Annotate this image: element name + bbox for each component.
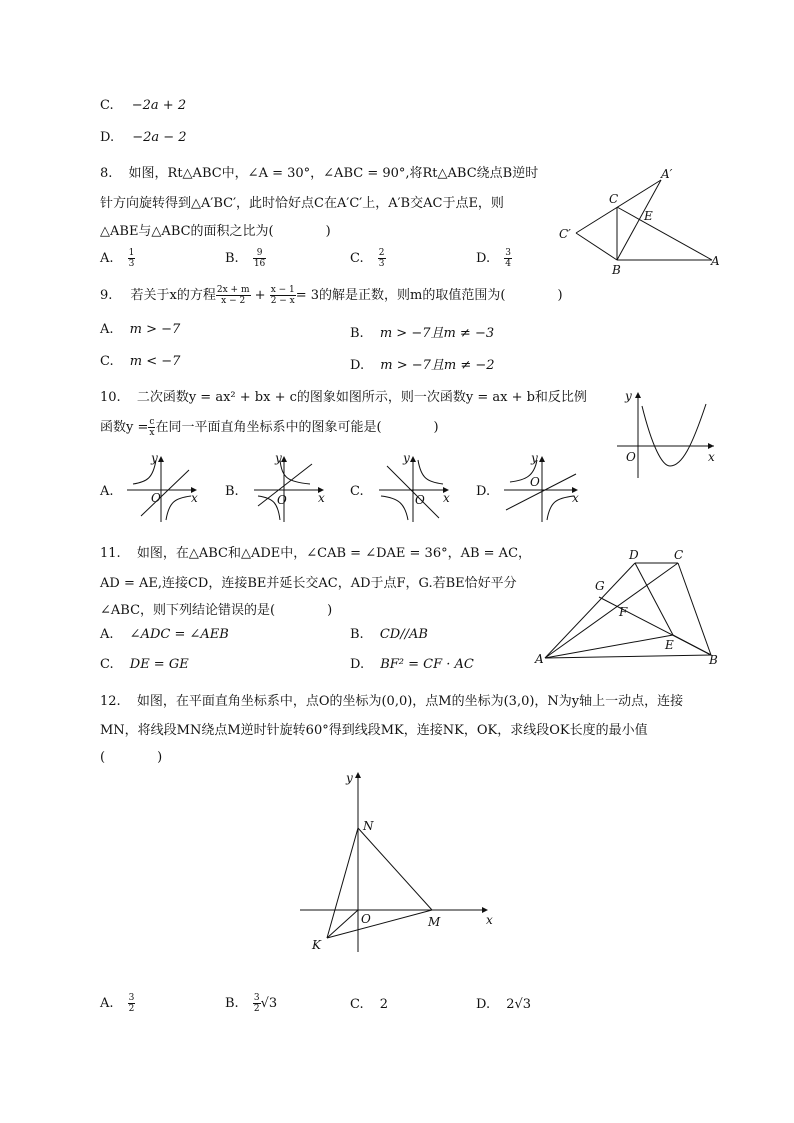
label-E: E bbox=[665, 638, 674, 652]
y-arrow bbox=[539, 456, 545, 462]
x-label: x bbox=[708, 450, 715, 464]
operator: + bbox=[254, 288, 266, 303]
q11-line3: ∠ABC，则下列结论错误的是( ) bbox=[100, 603, 333, 618]
numerator: 3 bbox=[253, 993, 260, 1003]
option-label: B. bbox=[225, 251, 239, 266]
label-y: y bbox=[346, 771, 353, 785]
q11-triangle-figure bbox=[533, 545, 728, 670]
q10-option-a-graph bbox=[123, 452, 203, 524]
numerator: c bbox=[149, 417, 155, 427]
option-text: −2a + 2 bbox=[131, 98, 187, 113]
question-text: 如图，在平面直角坐标系中，点O的坐标为(0,0)，点M的坐标为(3,0)，N为y轴上一动点，连接 bbox=[136, 694, 684, 709]
y-arrow bbox=[158, 456, 164, 462]
option-label: A. bbox=[100, 996, 114, 1011]
radical: √3 bbox=[260, 996, 278, 1011]
option-label: B. bbox=[225, 996, 239, 1011]
q11-option-a bbox=[100, 627, 229, 642]
numerator: 2x + m bbox=[216, 285, 250, 295]
q7-option-c bbox=[100, 98, 186, 113]
label-N: N bbox=[363, 819, 374, 833]
origin-label: O bbox=[277, 493, 287, 507]
parabola-curve bbox=[642, 404, 706, 466]
option-label: A. bbox=[100, 627, 114, 642]
q10-line2 bbox=[100, 416, 439, 438]
denominator: x − 2 bbox=[221, 296, 246, 306]
question-text: 二次函数y = ax² + bx + c的图象如图所示，则一次函数y = ax + b和反比例 bbox=[136, 390, 587, 405]
option-label: C. bbox=[350, 251, 364, 266]
denominator: 3 bbox=[378, 259, 385, 269]
option-text: m > −7且m ≠ −2 bbox=[380, 358, 495, 373]
segment-C-prime-A-prime bbox=[576, 180, 661, 233]
origin-label: O bbox=[151, 491, 161, 505]
fraction bbox=[253, 248, 266, 269]
q11-option-b bbox=[350, 627, 428, 642]
option-text: 2 bbox=[379, 997, 389, 1012]
hyperbola-branch bbox=[381, 496, 408, 520]
q9-option-a bbox=[100, 322, 180, 337]
question-number: 12. bbox=[100, 694, 121, 709]
option-label: D. bbox=[350, 358, 365, 373]
question-number: 10. bbox=[100, 390, 121, 405]
question-text: 函数y = bbox=[100, 420, 149, 435]
question-number: 11. bbox=[100, 546, 121, 561]
segment-DE bbox=[635, 563, 673, 635]
fraction bbox=[216, 285, 251, 306]
option-label: C. bbox=[100, 657, 114, 672]
x-label: x bbox=[443, 491, 450, 505]
q10-line1 bbox=[100, 386, 587, 405]
denominator: 2 bbox=[253, 1004, 260, 1014]
origin-label: O bbox=[530, 475, 540, 489]
option-text: −2a − 2 bbox=[132, 130, 187, 145]
line-graph bbox=[141, 470, 189, 516]
denominator: 3 bbox=[128, 259, 135, 269]
q10-option-c-label: C. bbox=[350, 484, 364, 499]
question-number: 9. bbox=[100, 288, 113, 303]
line-graph bbox=[506, 474, 576, 510]
denominator: x bbox=[149, 428, 155, 438]
q7-option-d bbox=[100, 130, 187, 145]
q8-option-b bbox=[225, 248, 266, 269]
question-text: 如图，Rt△ABC中，∠A = 30°，∠ABC = 90°,将Rt△ABC绕点B逆时 bbox=[128, 166, 539, 181]
segment-CB bbox=[678, 563, 711, 655]
q11-option-d bbox=[350, 657, 474, 672]
q8-option-d bbox=[476, 248, 512, 269]
label-x: x bbox=[486, 913, 493, 927]
q10-parabola-figure bbox=[612, 386, 722, 481]
segment-AB bbox=[545, 655, 711, 658]
question-text: 如图，在△ABC和△ADE中，∠CAB = ∠DAE = 36°，AB = AC， bbox=[136, 546, 532, 561]
label-B: B bbox=[612, 263, 621, 277]
numerator: 1 bbox=[128, 248, 135, 258]
segment-NM bbox=[358, 828, 432, 910]
option-text: m > −7 bbox=[129, 322, 181, 337]
x-label: x bbox=[191, 491, 198, 505]
q12-option-d bbox=[476, 997, 531, 1012]
label-K: K bbox=[312, 938, 321, 952]
y-label: y bbox=[151, 451, 158, 465]
denominator: 2 − x bbox=[270, 296, 295, 306]
q12-option-b bbox=[225, 993, 277, 1014]
q12-line1 bbox=[100, 690, 683, 709]
numerator: 3 bbox=[505, 248, 511, 258]
denominator: 2 bbox=[128, 1004, 135, 1014]
fraction bbox=[504, 248, 512, 269]
q12-option-a bbox=[100, 993, 135, 1014]
label-C-prime: C′ bbox=[559, 227, 571, 241]
q11-line1 bbox=[100, 542, 531, 561]
option-text: DE = GE bbox=[129, 657, 189, 672]
hyperbola-branch bbox=[418, 460, 443, 484]
y-label: y bbox=[625, 389, 632, 403]
option-text: BF² = CF · AC bbox=[380, 657, 474, 672]
q10-option-d-graph bbox=[500, 452, 585, 524]
label-C: C bbox=[609, 192, 619, 206]
q12-line3: ( ) bbox=[100, 750, 163, 765]
segment-C-prime-B bbox=[576, 233, 617, 260]
q8-line3: △ABE与△ABC的面积之比为( ) bbox=[100, 224, 331, 239]
label-A: A bbox=[535, 652, 544, 666]
option-text: 2√3 bbox=[506, 997, 532, 1012]
label-A: A bbox=[711, 254, 720, 268]
q10-option-d-label: D. bbox=[476, 484, 491, 499]
origin-label: O bbox=[415, 493, 425, 507]
option-label: A. bbox=[100, 251, 114, 266]
q9-option-d bbox=[350, 354, 495, 373]
fraction bbox=[378, 248, 386, 269]
x-label: x bbox=[572, 491, 579, 505]
option-label: D. bbox=[476, 997, 491, 1012]
label-M: M bbox=[428, 915, 441, 929]
q8-option-a bbox=[100, 248, 135, 269]
label-E: E bbox=[644, 209, 653, 223]
label-O: O bbox=[361, 912, 371, 926]
numerator: 9 bbox=[253, 248, 266, 259]
q11-line2: AD = AE,连接CD，连接BE并延长交AC，AD于点F，G.若BE恰好平分 bbox=[100, 576, 517, 591]
numerator: x − 1 bbox=[270, 285, 295, 295]
hyperbola-branch bbox=[166, 496, 191, 520]
y-label: y bbox=[531, 451, 538, 465]
label-B: B bbox=[709, 653, 718, 667]
fraction bbox=[253, 993, 261, 1014]
q11-option-c bbox=[100, 657, 189, 672]
q9-option-c bbox=[100, 354, 180, 369]
option-label: A. bbox=[100, 322, 114, 337]
option-label: D. bbox=[350, 657, 365, 672]
q9-option-b bbox=[350, 322, 494, 341]
label-D: D bbox=[629, 548, 639, 562]
label-C: C bbox=[674, 548, 684, 562]
q10-option-b-graph bbox=[250, 452, 330, 524]
x-arrow bbox=[708, 443, 714, 449]
segment-BA-prime bbox=[617, 180, 661, 260]
question-text: = 3的解是正数，则m的取值范围为( ) bbox=[295, 288, 563, 303]
fraction bbox=[128, 248, 136, 269]
y-label: y bbox=[275, 451, 282, 465]
q12-coordinate-figure bbox=[298, 768, 503, 953]
y-arrow bbox=[410, 456, 416, 462]
q8-line1 bbox=[100, 162, 538, 181]
option-label: C. bbox=[350, 997, 364, 1012]
option-text: CD//AB bbox=[379, 627, 428, 642]
q10-option-a-label: A. bbox=[100, 484, 114, 499]
option-label: D. bbox=[100, 130, 115, 145]
numerator: 2 bbox=[378, 248, 385, 258]
q12-option-c bbox=[350, 997, 388, 1012]
option-text: m < −7 bbox=[129, 354, 181, 369]
label-F: F bbox=[619, 605, 628, 619]
segment-NK bbox=[327, 828, 358, 938]
option-label: B. bbox=[350, 627, 364, 642]
x-label: x bbox=[318, 491, 325, 505]
q8-line2: 针方向旋转得到△A′BC′，此时恰好点C在A′C′上，A′B交AC于点E，则 bbox=[100, 196, 504, 211]
y-label: y bbox=[403, 451, 410, 465]
option-text: m > −7且m ≠ −3 bbox=[379, 326, 495, 341]
q9-line bbox=[100, 284, 563, 306]
y-arrow bbox=[281, 456, 287, 462]
option-label: D. bbox=[476, 251, 491, 266]
question-number: 8. bbox=[100, 166, 113, 181]
denominator: 16 bbox=[253, 259, 266, 269]
q8-triangle-figure bbox=[555, 165, 730, 280]
q10-option-b-label: B. bbox=[225, 484, 239, 499]
q10-option-c-graph bbox=[375, 452, 455, 524]
fraction bbox=[128, 993, 136, 1014]
q8-option-c bbox=[350, 248, 386, 269]
option-label: C. bbox=[100, 354, 114, 369]
fraction bbox=[270, 285, 296, 306]
option-label: C. bbox=[100, 98, 114, 113]
option-label: B. bbox=[350, 326, 364, 341]
numerator: 3 bbox=[128, 993, 135, 1003]
question-text: 在同一平面直角坐标系中的图象可能是( ) bbox=[155, 420, 439, 435]
segment-AC bbox=[545, 563, 678, 658]
label-A-prime: A′ bbox=[661, 167, 673, 181]
q12-line2: MN，将线段MN绕点M逆时针旋转60°得到线段MK，连接NK，OK，求线段OK长度的最小值 bbox=[100, 723, 648, 738]
question-text: 若关于x的方程 bbox=[130, 288, 216, 303]
y-arrow bbox=[355, 772, 361, 778]
denominator: 4 bbox=[505, 259, 511, 269]
hyperbola-branch bbox=[547, 496, 574, 520]
y-arrow bbox=[635, 392, 641, 398]
option-text: ∠ADC = ∠AEB bbox=[129, 627, 229, 642]
origin-label: O bbox=[626, 450, 636, 464]
label-G: G bbox=[595, 579, 605, 593]
